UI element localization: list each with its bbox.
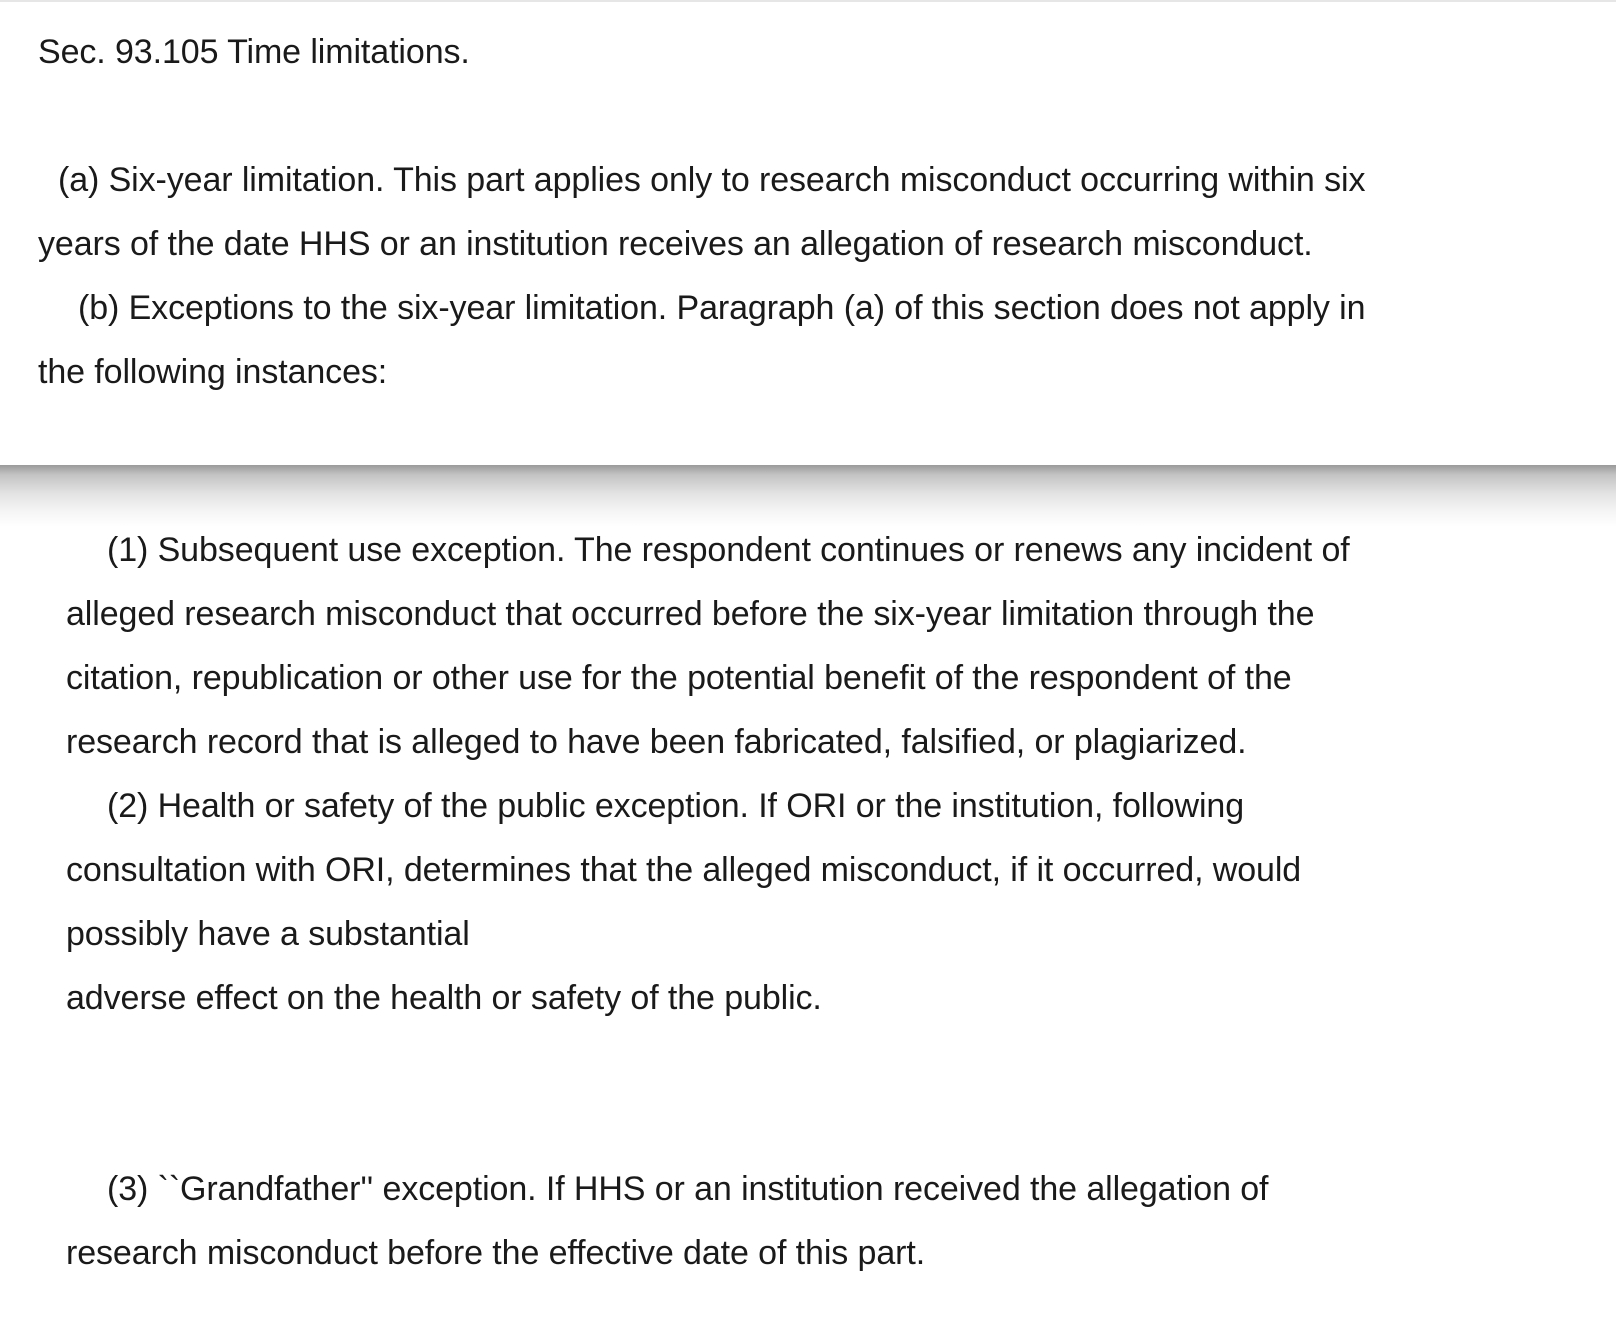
exception-1-line-3: citation, republication or other use for the potential benefit of the respondent of the	[66, 659, 1292, 697]
document-page-bottom	[0, 527, 1616, 1340]
exception-2-line-2: consultation with ORI, determines that the alleged misconduct, if it occurred, would	[66, 851, 1302, 889]
section-heading: Sec. 93.105 Time limitations.	[38, 33, 470, 71]
exception-3-line-2: research misconduct before the effective date of this part.	[66, 1234, 926, 1272]
exception-2-line-4: adverse effect on the health or safety of the public.	[66, 979, 822, 1017]
paragraph-a-line-2: years of the date HHS or an institution receives an allegation of research misconduct.	[38, 225, 1313, 263]
exception-1-line-1: (1) Subsequent use exception. The respondent continues or renews any incident of	[107, 531, 1350, 569]
paragraph-a-line-1: (a) Six-year limitation. This part applies only to research misconduct occurring within six	[58, 161, 1366, 199]
exception-1-line-4: research record that is alleged to have been fabricated, falsified, or plagiarized.	[66, 723, 1247, 761]
exception-3-line-1: (3) ``Grandfather'' exception. If HHS or an institution received the allegation of	[107, 1170, 1269, 1208]
paragraph-b-line-1: (b) Exceptions to the six-year limitation. Paragraph (a) of this section does not apply in	[78, 289, 1366, 327]
exception-2-line-3: possibly have a substantial	[66, 915, 470, 953]
document-page-top	[0, 0, 1616, 465]
exception-2-line-1: (2) Health or safety of the public exception. If ORI or the institution, following	[107, 787, 1245, 825]
paragraph-b-line-2: the following instances:	[38, 353, 388, 391]
exception-1-line-2: alleged research misconduct that occurred before the six-year limitation through the	[66, 595, 1315, 633]
page-break-shadow	[0, 465, 1616, 527]
